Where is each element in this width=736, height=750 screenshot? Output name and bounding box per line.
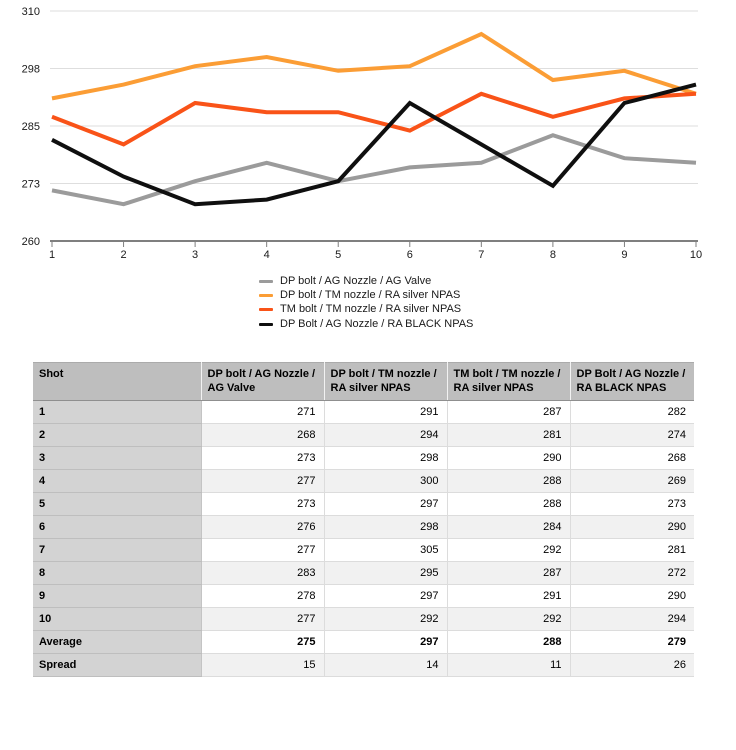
value-cell: 14 — [324, 654, 447, 677]
table-row — [33, 424, 694, 447]
value-cell: 291 — [324, 401, 447, 424]
value-cell: 283 — [201, 562, 324, 585]
value-cell: 288 — [447, 470, 570, 493]
value-cell: 298 — [324, 516, 447, 539]
series-line-0 — [52, 135, 696, 204]
value-cell: 282 — [570, 401, 694, 424]
table-row — [33, 631, 694, 654]
value-cell: 292 — [447, 539, 570, 562]
value-cell: 281 — [447, 424, 570, 447]
table-row — [33, 447, 694, 470]
x-tick-label: 5 — [335, 249, 342, 261]
row-label-cell: 1 — [33, 401, 201, 424]
table-row — [33, 470, 694, 493]
legend-label: DP bolt / TM nozzle / RA silver NPAS — [280, 289, 461, 302]
legend-label: DP bolt / AG Nozzle / AG Valve — [280, 274, 432, 287]
value-cell: 290 — [570, 516, 694, 539]
value-cell: 284 — [447, 516, 570, 539]
value-cell: 290 — [447, 447, 570, 470]
table-row — [33, 539, 694, 562]
chart-gridlines — [50, 11, 698, 241]
value-cell: 287 — [447, 562, 570, 585]
shot-data-table — [33, 362, 694, 677]
row-label-cell: 10 — [33, 608, 201, 631]
table-row — [33, 585, 694, 608]
value-cell: 272 — [570, 562, 694, 585]
x-tick-label: 3 — [192, 249, 199, 261]
row-label-cell: Average — [33, 631, 201, 654]
value-cell: 295 — [324, 562, 447, 585]
y-axis-tick-labels — [22, 6, 40, 248]
value-cell: 274 — [570, 424, 694, 447]
table-header-row — [33, 363, 694, 401]
table-row — [33, 493, 694, 516]
value-cell: 276 — [201, 516, 324, 539]
value-cell: 281 — [570, 539, 694, 562]
legend-swatch-icon — [259, 323, 273, 326]
legend-label: DP Bolt / AG Nozzle / RA BLACK NPAS — [280, 317, 474, 330]
table-row — [33, 401, 694, 424]
x-tick-label: 9 — [621, 249, 628, 261]
legend-swatch-icon — [259, 280, 273, 283]
x-tick-label: 4 — [263, 249, 270, 261]
x-tick-label: 7 — [478, 249, 485, 261]
legend-item-3 — [259, 317, 473, 331]
table-header-cell: TM bolt / TM nozzle / RA silver NPAS — [447, 363, 570, 401]
legend-item-0 — [259, 274, 473, 288]
row-label-cell: 3 — [33, 447, 201, 470]
value-cell: 275 — [201, 631, 324, 654]
value-cell: 287 — [447, 401, 570, 424]
value-cell: 297 — [324, 493, 447, 516]
value-cell: 273 — [201, 493, 324, 516]
value-cell: 279 — [570, 631, 694, 654]
line-chart — [0, 0, 736, 262]
y-tick-label: 260 — [21, 236, 40, 248]
x-tick-label: 2 — [120, 249, 127, 261]
table-body — [33, 401, 694, 677]
x-tick-label: 10 — [689, 249, 703, 261]
value-cell: 305 — [324, 539, 447, 562]
table-row — [33, 608, 694, 631]
x-tick-label: 6 — [406, 249, 413, 261]
table-row — [33, 516, 694, 539]
row-label-cell: 5 — [33, 493, 201, 516]
legend-item-2 — [259, 303, 473, 317]
value-cell: 297 — [324, 631, 447, 654]
value-cell: 292 — [447, 608, 570, 631]
row-label-cell: 6 — [33, 516, 201, 539]
series-line-3 — [52, 85, 696, 205]
value-cell: 11 — [447, 654, 570, 677]
row-label-cell: 2 — [33, 424, 201, 447]
row-label-cell: 8 — [33, 562, 201, 585]
value-cell: 291 — [447, 585, 570, 608]
x-tick-label: 8 — [549, 249, 556, 261]
series-line-2 — [52, 94, 696, 145]
legend-swatch-icon — [259, 294, 273, 297]
value-cell: 268 — [201, 424, 324, 447]
x-tick-label: 1 — [48, 249, 56, 261]
value-cell: 271 — [201, 401, 324, 424]
value-cell: 278 — [201, 585, 324, 608]
table-header-cell: DP bolt / TM nozzle / RA silver NPAS — [324, 363, 447, 401]
table-header — [33, 363, 694, 401]
y-tick-label: 298 — [21, 63, 40, 76]
chart-legend — [259, 274, 473, 332]
row-label-cell: 9 — [33, 585, 201, 608]
value-cell: 15 — [201, 654, 324, 677]
legend-label: TM bolt / TM nozzle / RA silver NPAS — [280, 303, 462, 316]
value-cell: 288 — [447, 493, 570, 516]
value-cell: 273 — [570, 493, 694, 516]
value-cell: 292 — [324, 608, 447, 631]
table-header-cell: DP Bolt / AG Nozzle / RA BLACK NPAS — [570, 363, 694, 401]
value-cell: 268 — [570, 447, 694, 470]
value-cell: 294 — [570, 608, 694, 631]
value-cell: 277 — [201, 608, 324, 631]
y-tick-label: 310 — [21, 6, 40, 18]
value-cell: 277 — [201, 470, 324, 493]
legend-item-1 — [259, 288, 473, 302]
value-cell: 300 — [324, 470, 447, 493]
chart-series-lines — [52, 34, 696, 204]
table-row — [33, 654, 694, 677]
row-label-cell: 7 — [33, 539, 201, 562]
value-cell: 273 — [201, 447, 324, 470]
value-cell: 26 — [570, 654, 694, 677]
y-tick-label: 285 — [21, 121, 40, 133]
value-cell: 288 — [447, 631, 570, 654]
table-row — [33, 562, 694, 585]
row-label-cell: 4 — [33, 470, 201, 493]
value-cell: 297 — [324, 585, 447, 608]
table-header-cell: Shot — [33, 363, 201, 401]
table-header-cell: DP bolt / AG Nozzle / AG Valve — [201, 363, 324, 401]
series-line-1 — [52, 34, 696, 98]
legend-swatch-icon — [259, 308, 273, 311]
value-cell: 294 — [324, 424, 447, 447]
value-cell: 290 — [570, 585, 694, 608]
y-tick-label: 273 — [21, 178, 40, 191]
value-cell: 269 — [570, 470, 694, 493]
row-label-cell: Spread — [33, 654, 201, 677]
x-axis — [49, 242, 702, 261]
value-cell: 277 — [201, 539, 324, 562]
value-cell: 298 — [324, 447, 447, 470]
